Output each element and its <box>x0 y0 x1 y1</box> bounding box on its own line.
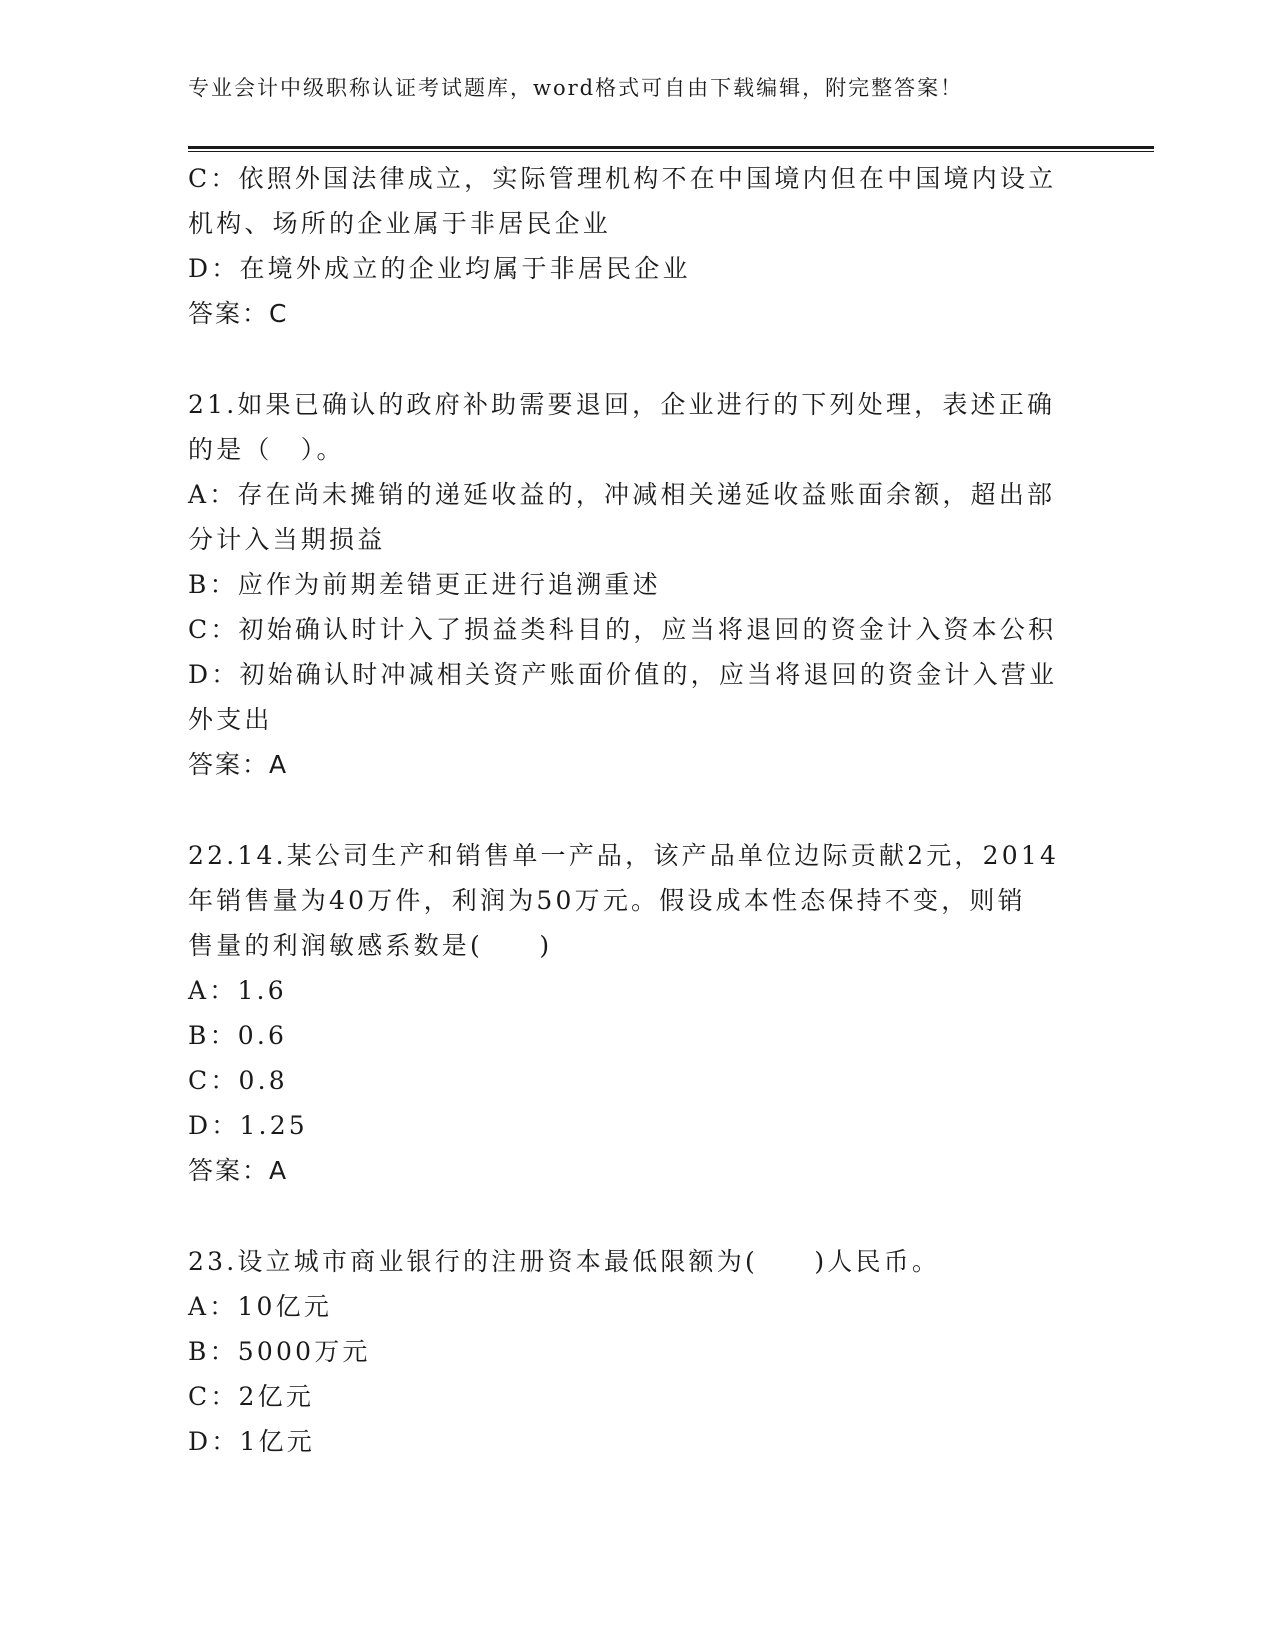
question-line: C：2亿元 <box>188 1382 315 1411</box>
question-line: 22.14.某公司生产和销售单一产品，该产品单位边际贡献2元，2014 <box>188 841 1060 870</box>
question-line: C：依照外国法律成立，实际管理机构不在中国境内但在中国境内设立 <box>188 164 1057 193</box>
question-block <box>188 833 1088 1193</box>
question-line: D：1亿元 <box>188 1427 315 1456</box>
question-line: C：0.8 <box>188 1066 288 1095</box>
answer-line: 答案：A <box>188 750 289 779</box>
document-body <box>188 156 1088 1464</box>
question-block <box>188 156 1088 336</box>
question-line: A：10亿元 <box>188 1292 333 1321</box>
question-line: D：1.25 <box>188 1111 308 1140</box>
question-block <box>188 1239 1088 1464</box>
answer-line: 答案：C <box>188 299 289 328</box>
question-line: B：0.6 <box>188 1021 288 1050</box>
question-line: 的是（ ）。 <box>188 435 345 464</box>
question-line: 分计入当期损益 <box>188 525 386 554</box>
question-line: 售量的利润敏感系数是( ) <box>188 931 553 960</box>
question-line: 23.设立城市商业银行的注册资本最低限额为( )人民币。 <box>188 1247 941 1276</box>
question-line: D：初始确认时冲减相关资产账面价值的，应当将退回的资金计入营业 <box>188 660 1058 689</box>
block-spacer <box>188 787 1088 833</box>
answer-line: 答案：A <box>188 1156 289 1185</box>
question-line: D：在境外成立的企业均属于非居民企业 <box>188 254 691 283</box>
question-line: B：应作为前期差错更正进行追溯重述 <box>188 570 661 599</box>
question-line: 年销售量为40万件，利润为50万元。假设成本性态保持不变，则销 <box>188 886 1026 915</box>
question-line: 机构、场所的企业属于非居民企业 <box>188 209 612 238</box>
question-line: C：初始确认时计入了损益类科目的，应当将退回的资金计入资本公积 <box>188 615 1057 644</box>
block-spacer <box>188 1193 1088 1239</box>
question-line: A：1.6 <box>188 976 287 1005</box>
question-line: 外支出 <box>188 705 273 734</box>
question-block <box>188 382 1088 787</box>
page-header: 专业会计中级职称认证考试题库，word格式可自由下载编辑，附完整答案！ <box>188 76 964 100</box>
question-line: A：存在尚未摊销的递延收益的，冲减相关递延收益账面余额，超出部 <box>188 480 1056 509</box>
header-divider <box>188 146 1154 152</box>
question-line: B：5000万元 <box>188 1337 371 1366</box>
question-line: 21.如果已确认的政府补助需要退回，企业进行的下列处理，表述正确 <box>188 390 1056 419</box>
block-spacer <box>188 336 1088 382</box>
